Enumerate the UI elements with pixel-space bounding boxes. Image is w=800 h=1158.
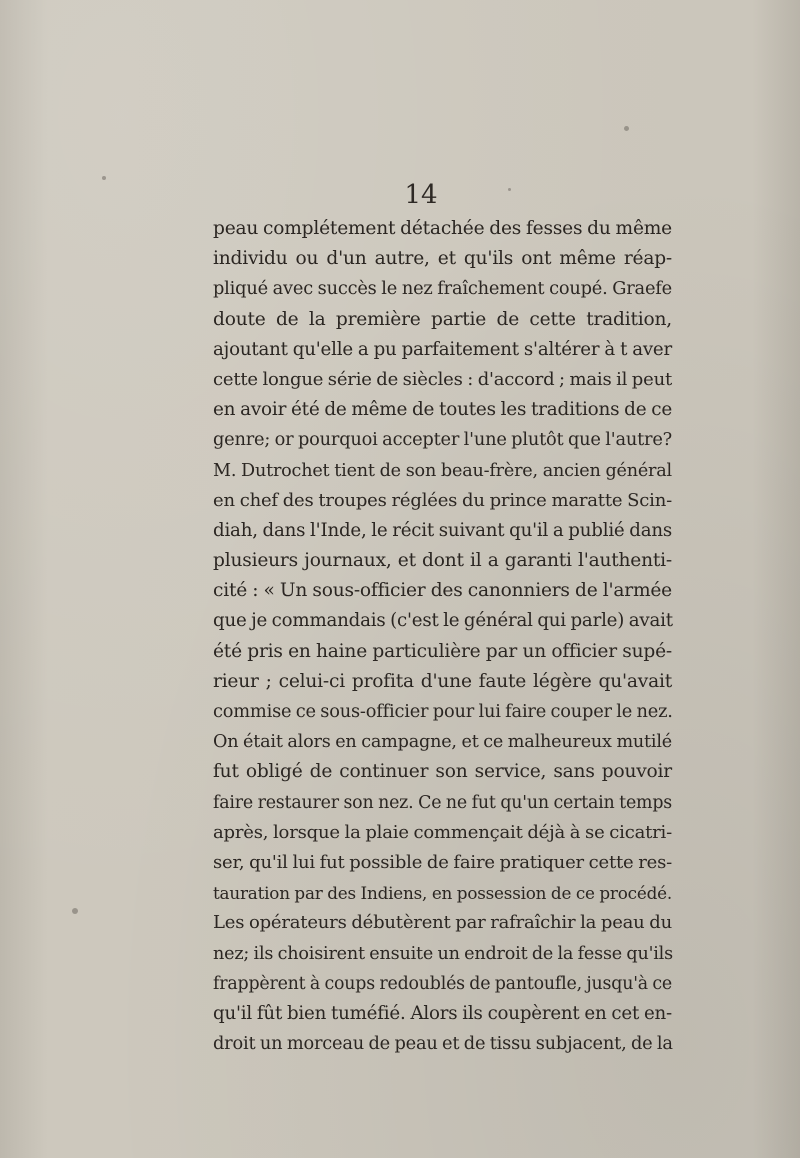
text-line: qu'il fût bien tuméfié. Alors ils coupèrent en cet en- bbox=[213, 1002, 672, 1024]
text-line: commise ce sous-officier pour lui faire couper le nez. bbox=[213, 701, 673, 722]
text-line: M. Dutrochet tient de son beau-frère, ancien général bbox=[213, 460, 672, 481]
text-line: doute de la première partie de cette tradition, bbox=[213, 308, 672, 330]
text-line: diah, dans l'Inde, le récit suivant qu'il a publié dans bbox=[213, 519, 672, 541]
text-line: en avoir été de même de toutes les traditions de ce bbox=[213, 399, 672, 421]
text-line: individu ou d'un autre, et qu'ils ont même réap- bbox=[213, 248, 672, 270]
text-line: été pris en haine particulière par un officier supé- bbox=[213, 640, 672, 662]
text-line: ser, qu'il lui fut possible de faire pratiquer cette res- bbox=[213, 851, 672, 873]
text-line: droit un morceau de peau et de tissu subjacent, de la bbox=[213, 1033, 673, 1055]
text-line: rieur ; celui-ci profita d'une faute légère qu'avait bbox=[213, 670, 672, 692]
text-line: genre; or pourquoi accepter l'une plutôt que l'autre? bbox=[213, 429, 672, 451]
text-line: tauration par des Indiens, en possession de ce procédé. bbox=[213, 883, 672, 904]
text-line: plusieurs journaux, et dont il a garanti l'authenti- bbox=[213, 550, 672, 572]
paper-speck bbox=[72, 908, 78, 914]
text-line: cette longue série de siècles : d'accord ; mais il peut bbox=[213, 368, 672, 390]
text-line: faire restaurer son nez. Ce ne fut qu'un certain temps bbox=[213, 792, 672, 813]
text-line: On était alors en campagne, et ce malheureux mutilé bbox=[213, 732, 672, 753]
paper-speck bbox=[624, 126, 629, 131]
paper-speck bbox=[102, 176, 106, 180]
text-line: ajoutant qu'elle a pu parfaitement s'altérer à t aver bbox=[213, 338, 672, 360]
text-line: Les opérateurs débutèrent par rafraîchir la peau du bbox=[213, 912, 672, 934]
text-line: nez; ils choisirent ensuite un endroit de la fesse qu'ils bbox=[213, 943, 673, 964]
paper-speck bbox=[508, 188, 511, 191]
text-line: peau complétement détachée des fesses du même bbox=[213, 218, 672, 239]
text-line: fut obligé de continuer son service, sans pouvoir bbox=[213, 761, 672, 783]
page-number: 14 bbox=[404, 180, 438, 210]
text-line: frappèrent à coups redoublés de pantoufle, jusqu'à ce bbox=[213, 973, 672, 994]
text-line: après, lorsque la plaie commençait déjà à se cicatri- bbox=[213, 821, 672, 843]
body-text bbox=[213, 214, 672, 1059]
text-line: pliqué avec succès le nez fraîchement coupé. Graefe bbox=[213, 278, 672, 300]
text-line: cité : « Un sous-officier des canonniers de l'armée bbox=[213, 580, 672, 602]
text-line: que je commandais (c'est le général qui parle) avait bbox=[213, 610, 673, 632]
text-line: en chef des troupes réglées du prince maratte Scin- bbox=[213, 489, 672, 511]
